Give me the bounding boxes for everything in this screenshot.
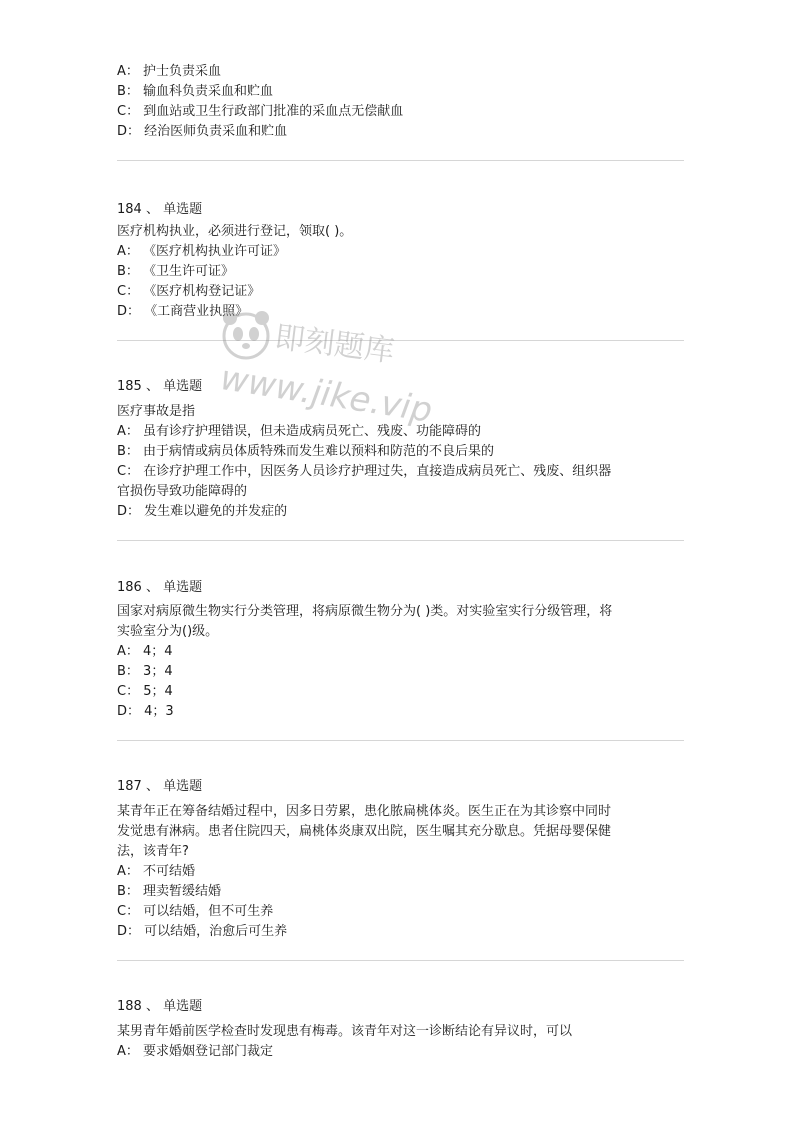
option-c: C： 到血站或卫生行政部门批准的采血点无偿献血 bbox=[117, 104, 404, 119]
option-a: A： 不可结婚 bbox=[117, 864, 196, 879]
divider bbox=[117, 340, 684, 341]
option-a: A： 《医疗机构执业许可证》 bbox=[117, 244, 287, 259]
option-b: B： 输血科负责采血和贮血 bbox=[117, 84, 274, 99]
watermark-name: 即刻题库 bbox=[272, 319, 397, 370]
question-stem: 医疗机构执业，必须进行登记，领取( )。 bbox=[117, 224, 353, 239]
question-stem-line-1: 国家对病原微生物实行分类管理，将病原微生物分为( )类。对实验室实行分级管理，将 bbox=[117, 604, 613, 619]
question-stem: 某男青年婚前医学检查时发现患有梅毒。该青年对这一诊断结论有异议时，可以 bbox=[117, 1024, 573, 1039]
option-d: D： 可以结婚，治愈后可生养 bbox=[117, 924, 288, 939]
option-b: B： 理卖暂缓结婚 bbox=[117, 884, 222, 899]
question-stem-line-3: 法，该青年? bbox=[117, 844, 189, 859]
option-d: D： 4；3 bbox=[117, 704, 174, 719]
question-stem-line-2: 发觉患有淋病。患者住院四天，扁桃体炎康双出院，医生嘱其充分歇息。凭据母婴保健 bbox=[117, 824, 612, 839]
divider bbox=[117, 740, 684, 741]
option-d: D： 发生难以避免的并发症的 bbox=[117, 504, 288, 519]
option-c: C： 《医疗机构登记证》 bbox=[117, 284, 261, 299]
divider bbox=[117, 960, 684, 961]
question-header: 186 、 单选题 bbox=[117, 580, 203, 595]
question-header: 188 、 单选题 bbox=[117, 999, 203, 1014]
option-a: A： 护士负责采血 bbox=[117, 64, 222, 79]
divider bbox=[117, 540, 684, 541]
option-a: A： 4；4 bbox=[117, 644, 173, 659]
watermark-url: www.jike.vip bbox=[217, 358, 435, 431]
question-stem-line-1: 某青年正在筹备结婚过程中，因多日劳累，患化脓扁桃体炎。医生正在为其诊察中同时 bbox=[117, 804, 612, 819]
question-header: 185 、 单选题 bbox=[117, 379, 203, 394]
option-b: B： 由于病情或病员体质特殊而发生难以预料和防范的不良后果的 bbox=[117, 444, 495, 459]
divider bbox=[117, 160, 684, 161]
option-a: A： 要求婚姻登记部门裁定 bbox=[117, 1044, 274, 1059]
option-c: C： 5；4 bbox=[117, 684, 173, 699]
option-d: D： 经治医师负责采血和贮血 bbox=[117, 124, 288, 139]
option-d: D： 《工商营业执照》 bbox=[117, 304, 249, 319]
option-b: B： 3；4 bbox=[117, 664, 173, 679]
question-header: 184 、 单选题 bbox=[117, 202, 203, 217]
question-stem: 医疗事故是指 bbox=[117, 404, 196, 419]
option-c: C： 在诊疗护理工作中，因医务人员诊疗护理过失，直接造成病员死亡、残废、组织器 bbox=[117, 464, 612, 479]
option-b: B： 《卫生许可证》 bbox=[117, 264, 235, 279]
option-c-continued: 官损伤导致功能障碍的 bbox=[117, 484, 248, 499]
question-stem-line-2: 实验室分为()级。 bbox=[117, 624, 219, 639]
question-header: 187 、 单选题 bbox=[117, 779, 203, 794]
option-c: C： 可以结婚，但不可生养 bbox=[117, 904, 274, 919]
option-a: A： 虽有诊疗护理错误，但未造成病员死亡、残废、功能障碍的 bbox=[117, 424, 482, 439]
